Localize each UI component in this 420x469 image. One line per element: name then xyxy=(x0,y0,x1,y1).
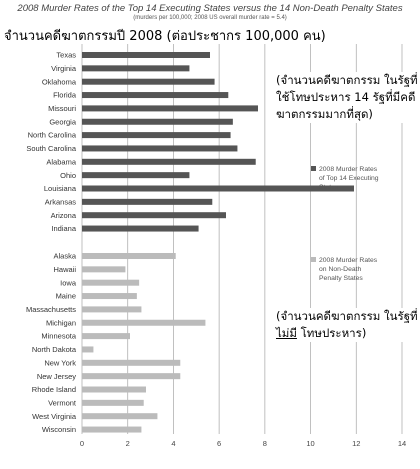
legend xyxy=(311,166,379,282)
bar-north-carolina xyxy=(82,132,231,138)
chart-subtitle: (murders per 100,000; 2008 US overall murder rate = 5.4) xyxy=(133,15,287,21)
category-label-south-carolina: South Carolina xyxy=(26,144,76,154)
category-label-iowa: Iowa xyxy=(60,278,76,288)
note-nondeath-suffix: โทษประหาร) xyxy=(296,326,367,340)
legend-swatch-1 xyxy=(311,257,316,262)
category-label-maine: Maine xyxy=(55,291,76,301)
thai-chart-title: จำนวนคดีฆาตกรรมปี 2008 (ต่อประชากร 100,000 คน) xyxy=(4,29,326,44)
category-label-virginia: Virginia xyxy=(51,63,76,73)
bar-arizona xyxy=(82,212,226,218)
bar-rhode-island xyxy=(82,387,146,393)
chart-title: 2008 Murder Rates of the Top 14 Executing States versus the 14 Non-Death Penalty States xyxy=(17,3,403,14)
bar-michigan xyxy=(82,320,205,326)
bar-texas xyxy=(82,52,210,58)
bar-west-virginia xyxy=(82,413,157,419)
x-tick-labels xyxy=(80,439,406,448)
category-label-ohio: Ohio xyxy=(60,170,76,180)
x-tick-label-6: 12 xyxy=(352,439,361,448)
legend-label-1: 2008 Murder Rates on Non-Death Penalty States xyxy=(319,257,378,282)
category-label-wisconsin: Wisconsin xyxy=(41,425,76,435)
category-label-vermont: Vermont xyxy=(48,398,76,408)
bar-alaska xyxy=(82,253,176,259)
category-label-new-jersey: New Jersey xyxy=(36,371,76,381)
category-label-indiana: Indiana xyxy=(51,224,76,234)
legend-swatch-0 xyxy=(311,166,316,171)
category-label-north-dakota: North Dakota xyxy=(31,345,76,355)
bar-arkansas xyxy=(82,199,212,205)
bar-minnesota xyxy=(82,333,130,339)
x-tick-label-0: 0 xyxy=(79,439,85,448)
bar-vermont xyxy=(82,400,144,406)
thai-note-executing: (จำนวนคดีฆาตกรรม ในรัฐที่ใช้โทษประหาร 14 รัฐที่มีคดีฆาตกรรมมากที่สุด) xyxy=(276,73,418,121)
category-label-west-virginia: West Virginia xyxy=(32,411,76,421)
bar-ohio xyxy=(82,172,189,178)
x-tick-label-2: 4 xyxy=(171,439,176,448)
category-label-missouri: Missouri xyxy=(48,104,76,113)
legend-label-0: 2008 Murder Rates of Top 14 Executing States xyxy=(319,166,379,191)
category-label-oklahoma: Oklahoma xyxy=(41,77,76,87)
category-label-louisiana: Louisiana xyxy=(43,184,76,194)
x-tick-label-7: 14 xyxy=(397,439,407,448)
bar-oklahoma xyxy=(82,79,215,85)
category-label-alaska: Alaska xyxy=(53,251,76,261)
note-nondeath-underlined: ไม่มี xyxy=(276,326,297,340)
x-tick-label-3: 6 xyxy=(217,439,222,448)
bar-massachusetts xyxy=(82,306,141,312)
bar-alabama xyxy=(82,159,256,165)
bar-indiana xyxy=(82,226,199,232)
category-label-florida: Florida xyxy=(53,90,76,100)
category-labels xyxy=(26,51,77,435)
x-tick-label-4: 8 xyxy=(262,439,267,448)
category-label-massachusetts: Massachusetts xyxy=(25,305,76,314)
category-label-rhode-island: Rhode Island xyxy=(31,385,76,395)
bar-missouri xyxy=(82,105,258,111)
bar-virginia xyxy=(82,65,189,71)
bar-georgia xyxy=(82,119,233,125)
category-label-arizona: Arizona xyxy=(50,210,76,220)
thai-note-nondeath xyxy=(276,308,418,342)
note-nondeath-prefix: (จำนวนคดีฆาตกรรม ในรัฐที่ xyxy=(276,309,418,323)
bar-new-york xyxy=(82,360,180,366)
bar-wisconsin xyxy=(82,427,141,433)
bar-new-jersey xyxy=(82,373,180,379)
category-label-hawaii: Hawaii xyxy=(53,264,76,274)
x-tick-label-1: 2 xyxy=(125,439,130,448)
category-label-minnesota: Minnesota xyxy=(41,331,76,341)
x-tick-label-5: 10 xyxy=(306,439,315,448)
category-label-texas: Texas xyxy=(56,50,76,60)
category-label-north-carolina: North Carolina xyxy=(27,130,76,140)
bar-north-dakota xyxy=(82,346,93,352)
bar-maine xyxy=(82,293,137,299)
bar-florida xyxy=(82,92,228,98)
category-label-georgia: Georgia xyxy=(49,117,76,127)
bar-south-carolina xyxy=(82,145,237,151)
category-label-new-york: New York xyxy=(44,358,76,368)
bar-hawaii xyxy=(82,266,125,272)
category-label-arkansas: Arkansas xyxy=(44,197,76,207)
category-label-alabama: Alabama xyxy=(46,157,76,167)
category-label-michigan: Michigan xyxy=(45,318,76,328)
bar-iowa xyxy=(82,280,139,286)
bar-louisiana xyxy=(82,186,354,192)
